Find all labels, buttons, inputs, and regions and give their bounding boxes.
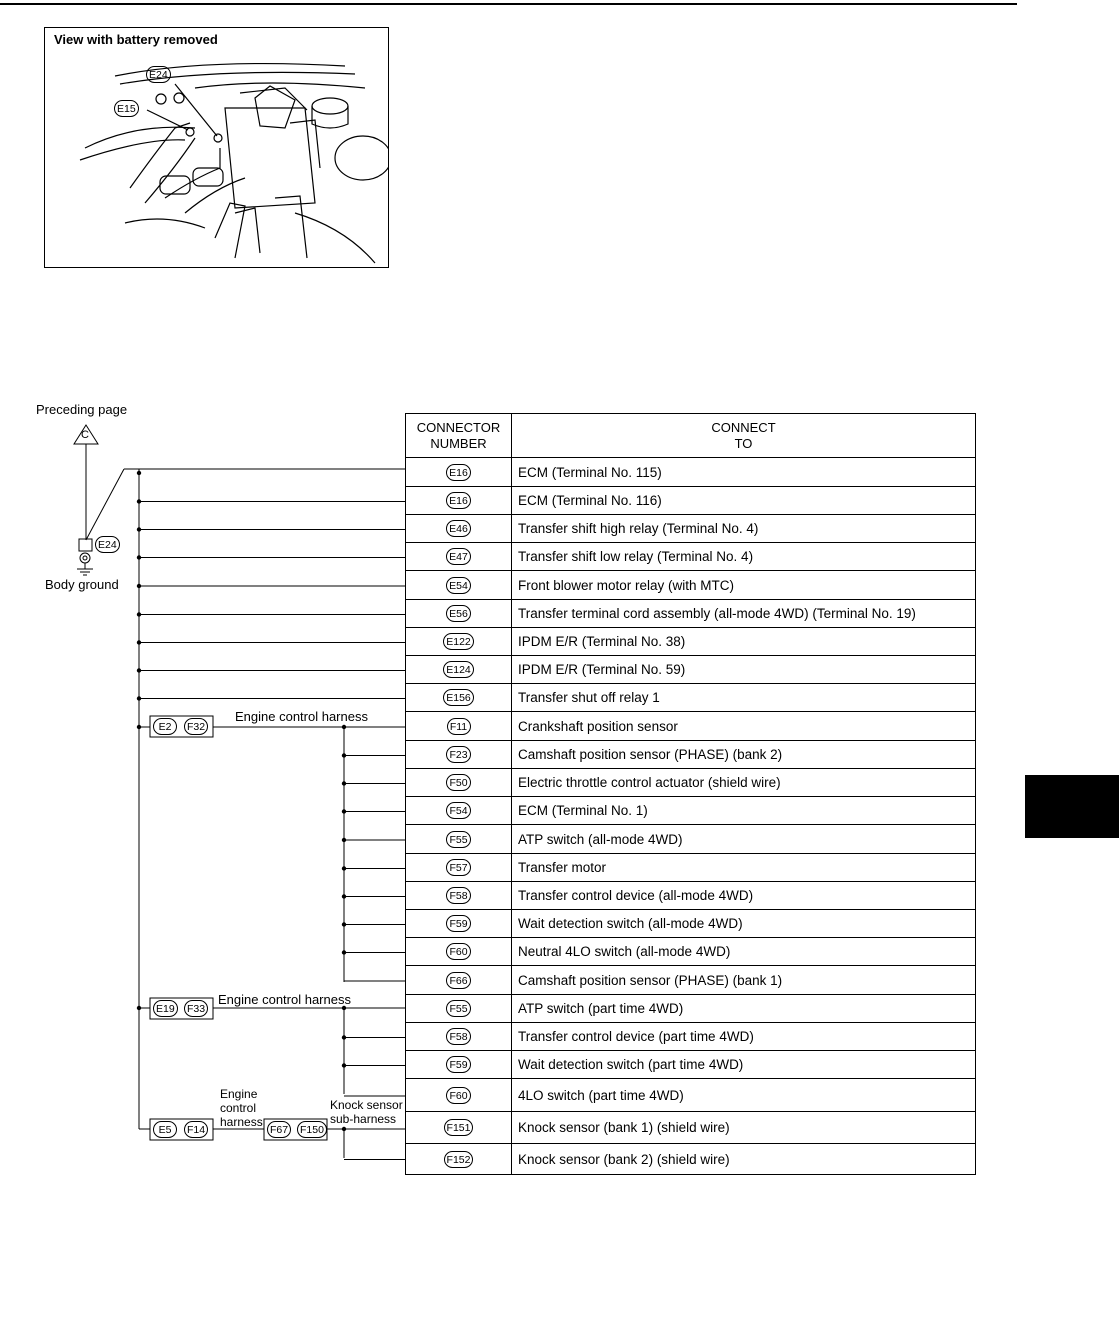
photo-title: View with battery removed bbox=[54, 32, 218, 47]
connect-to-cell: IPDM E/R (Terminal No. 59) bbox=[518, 662, 686, 677]
header-col1-line2: NUMBER bbox=[430, 435, 487, 451]
joint-connector-f33: F33 bbox=[184, 1000, 208, 1017]
connector-badge: F55 bbox=[446, 1000, 470, 1017]
joint-connector-f67: F67 bbox=[267, 1121, 291, 1138]
table-row bbox=[406, 458, 975, 487]
joint-connector-f150: F150 bbox=[297, 1121, 327, 1138]
connector-number-cell bbox=[406, 515, 512, 542]
connector-number-cell bbox=[406, 882, 512, 909]
connector-badge: F60 bbox=[446, 1087, 470, 1104]
connect-to-cell: ATP switch (all-mode 4WD) bbox=[518, 831, 683, 847]
connector-badge: F55 bbox=[446, 831, 470, 848]
connector-badge: E16 bbox=[446, 492, 471, 509]
connector-number-cell bbox=[406, 1112, 512, 1143]
connector-badge: E46 bbox=[446, 520, 471, 537]
table-row bbox=[406, 656, 975, 684]
table-row bbox=[406, 797, 975, 825]
engine-control-harness-label-1: Engine control harness bbox=[235, 709, 368, 724]
header-col2-line1: CONNECT bbox=[711, 419, 776, 435]
connector-number-cell bbox=[406, 769, 512, 796]
connector-number-cell bbox=[406, 600, 512, 627]
connect-to-cell: Transfer control device (part time 4WD) bbox=[518, 1029, 754, 1044]
connector-number-cell bbox=[406, 684, 512, 711]
table-row bbox=[406, 515, 975, 543]
table-row bbox=[406, 825, 975, 854]
connect-to-cell: Transfer terminal cord assembly (all-mode 4WD) (Terminal No. 19) bbox=[518, 606, 916, 621]
ground-eyelet bbox=[80, 553, 90, 563]
connector-number-cell bbox=[406, 1144, 512, 1174]
connector-badge: E124 bbox=[443, 661, 474, 678]
engine-control-harness-label-3c: harness bbox=[220, 1115, 263, 1129]
table-row bbox=[406, 712, 975, 741]
connect-to-cell: Transfer control device (all-mode 4WD) bbox=[518, 888, 754, 903]
connector-number-cell bbox=[406, 1023, 512, 1050]
connector-badge: E54 bbox=[446, 577, 471, 594]
connect-to-cell: Front blower motor relay (with MTC) bbox=[518, 577, 735, 593]
connector-number-cell bbox=[406, 797, 512, 824]
connect-to-cell: ATP switch (part time 4WD) bbox=[518, 1001, 684, 1016]
connector-badge: F66 bbox=[446, 972, 470, 989]
connector-number-cell bbox=[406, 712, 512, 740]
connect-to-cell: Transfer shift low relay (Terminal No. 4) bbox=[518, 549, 754, 564]
table-row bbox=[406, 1079, 975, 1112]
connector-badge: F59 bbox=[446, 1056, 470, 1073]
table-row bbox=[406, 966, 975, 995]
connect-to-cell: Wait detection switch (all-mode 4WD) bbox=[518, 916, 743, 931]
connect-to-cell: IPDM E/R (Terminal No. 38) bbox=[518, 634, 686, 649]
knock-sensor-label-a: Knock sensor bbox=[330, 1098, 403, 1112]
callout-e15: E15 bbox=[114, 100, 139, 117]
connector-number-cell bbox=[406, 487, 512, 514]
table-row bbox=[406, 882, 975, 910]
connect-to-cell: Transfer shut off relay 1 bbox=[518, 690, 660, 705]
table-row bbox=[406, 995, 975, 1023]
preceding-page-letter: C bbox=[81, 429, 89, 441]
connector-number-cell bbox=[406, 854, 512, 881]
connect-to-cell: Transfer motor bbox=[518, 860, 607, 875]
header-connect-to bbox=[512, 414, 975, 457]
header-connector-number bbox=[406, 414, 512, 457]
header-col2-line2: TO bbox=[734, 435, 753, 451]
table-row bbox=[406, 571, 975, 600]
connect-to-cell: ECM (Terminal No. 116) bbox=[518, 493, 662, 508]
connector-badge: E156 bbox=[443, 689, 474, 706]
table-row bbox=[406, 487, 975, 515]
table-row bbox=[406, 938, 975, 966]
table-row bbox=[406, 543, 975, 571]
joint-connector-e19: E19 bbox=[153, 1000, 178, 1017]
table-body bbox=[406, 458, 975, 1174]
table-row bbox=[406, 854, 975, 882]
joint-connector-e2: E2 bbox=[153, 718, 177, 735]
connector-badge: F57 bbox=[446, 859, 470, 876]
connect-to-cell: ECM (Terminal No. 1) bbox=[518, 803, 648, 818]
connector-badge: E56 bbox=[446, 605, 471, 622]
connector-badge: F59 bbox=[446, 915, 470, 932]
connect-to-cell: Camshaft position sensor (PHASE) (bank 1) bbox=[518, 972, 783, 988]
table-row bbox=[406, 769, 975, 797]
connect-to-cell: Neutral 4LO switch (all-mode 4WD) bbox=[518, 944, 731, 959]
connector-number-cell bbox=[406, 825, 512, 853]
joint-connector-f32: F32 bbox=[184, 718, 208, 735]
engine-control-harness-label-3a: Engine bbox=[220, 1087, 258, 1101]
connector-number-cell bbox=[406, 543, 512, 570]
connect-to-cell: Wait detection switch (part time 4WD) bbox=[518, 1057, 744, 1072]
connect-to-cell: Transfer shift high relay (Terminal No. 4) bbox=[518, 521, 759, 536]
table-row bbox=[406, 1112, 975, 1144]
table-row bbox=[406, 1144, 975, 1174]
connector-table bbox=[405, 413, 976, 1175]
connector-number-cell bbox=[406, 995, 512, 1022]
table-row bbox=[406, 1051, 975, 1079]
connector-badge: F60 bbox=[446, 943, 470, 960]
connect-to-cell: 4LO switch (part time 4WD) bbox=[518, 1087, 684, 1103]
connector-badge: F58 bbox=[446, 1028, 470, 1045]
connector-number-cell bbox=[406, 938, 512, 965]
connect-to-cell: Knock sensor (bank 1) (shield wire) bbox=[518, 1120, 730, 1135]
header-col1-line1: CONNECTOR bbox=[416, 419, 501, 435]
connector-number-cell bbox=[406, 1079, 512, 1111]
connector-badge: E16 bbox=[446, 464, 471, 481]
table-row bbox=[406, 1023, 975, 1051]
table-row bbox=[406, 684, 975, 712]
connector-badge: F50 bbox=[446, 774, 470, 791]
connector-number-cell bbox=[406, 571, 512, 599]
preceding-page-label: Preceding page bbox=[36, 402, 128, 417]
connector-badge: F54 bbox=[446, 802, 470, 819]
connect-to-cell: Knock sensor (bank 2) (shield wire) bbox=[518, 1151, 730, 1167]
table-row bbox=[406, 910, 975, 938]
connector-number-cell bbox=[406, 1051, 512, 1078]
connect-to-cell: Camshaft position sensor (PHASE) (bank 2) bbox=[518, 747, 783, 762]
connect-to-cell: Electric throttle control actuator (shield wire) bbox=[518, 775, 781, 790]
connector-number-cell bbox=[406, 966, 512, 994]
ground-terminal bbox=[79, 539, 92, 551]
connector-badge: E47 bbox=[446, 548, 471, 565]
connector-badge: F11 bbox=[447, 718, 471, 735]
connector-badge: F151 bbox=[444, 1119, 474, 1136]
connector-badge: F23 bbox=[446, 746, 470, 763]
connector-number-cell bbox=[406, 741, 512, 768]
connect-to-cell: Crankshaft position sensor bbox=[518, 718, 678, 734]
ground-connector-e24: E24 bbox=[95, 536, 120, 553]
connector-number-cell bbox=[406, 458, 512, 486]
engine-control-harness-label-2: Engine control harness bbox=[218, 992, 351, 1007]
callout-e24: E24 bbox=[146, 66, 171, 83]
connector-number-cell bbox=[406, 656, 512, 683]
connector-badge: E122 bbox=[443, 633, 474, 650]
table-row bbox=[406, 741, 975, 769]
connect-to-cell: ECM (Terminal No. 115) bbox=[518, 464, 662, 480]
joint-connector-f14: F14 bbox=[184, 1121, 208, 1138]
table-header bbox=[406, 414, 975, 458]
knock-sensor-label-b: sub-harness bbox=[330, 1112, 397, 1126]
connector-badge: F152 bbox=[444, 1151, 474, 1168]
body-ground-label: Body ground bbox=[45, 577, 119, 592]
table-row bbox=[406, 600, 975, 628]
engine-control-harness-label-3b: control bbox=[220, 1101, 257, 1115]
connector-number-cell bbox=[406, 910, 512, 937]
connector-number-cell bbox=[406, 628, 512, 655]
joint-connector-e5: E5 bbox=[153, 1121, 177, 1138]
table-row bbox=[406, 628, 975, 656]
connector-badge: F58 bbox=[446, 887, 470, 904]
